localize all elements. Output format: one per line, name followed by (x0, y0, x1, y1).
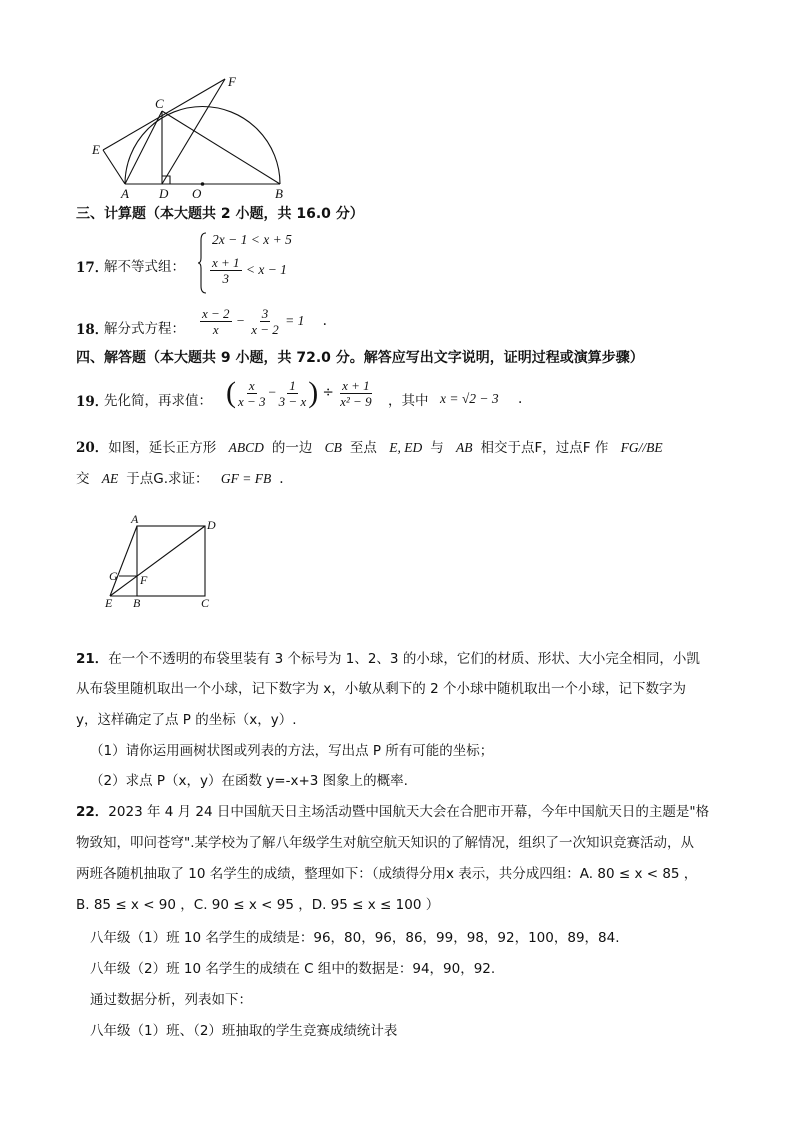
text: 交 (76, 471, 90, 487)
question-22-line-2: 物致知，叩问苍穹".某学校为了解八年级学生对航空航天知识的了解情况，组织了一次知识竞赛活动，从 (76, 835, 694, 851)
divide-sign: ÷ (322, 384, 334, 401)
text: 与 (430, 440, 444, 456)
label-G: G (109, 569, 118, 583)
label-F: F (228, 74, 236, 89)
question-text: 先化简，再求值： (104, 393, 212, 409)
fraction-a: $\frac{x}{x - 3}$ (238, 377, 266, 409)
question-21-line-2: 从布袋里随机取出一个小球，记下数字为 x，小敏从剩下的 2 个小球中随机取出一个小球，记下数字为 (76, 681, 686, 697)
question-22-line-6: 八年级（2）班 10 名学生的成绩在 C 组中的数据是：94，90，92. (90, 961, 496, 977)
fraction-b: $\frac{1}{3 - x}$ (278, 377, 307, 409)
text: 于点G.求证： (126, 471, 209, 487)
inequality-1: 2x − 1 < x + 5 (212, 232, 292, 247)
question-21-sub-1: （1）请你运用画树状图或列表的方法，写出点 P 所有可能的坐标； (90, 743, 494, 759)
question-21-sub-2: （2）求点 P（x，y）在函数 y=-x+3 图象上的概率. (90, 773, 408, 789)
question-22-table-caption: 八年级（1）班、（2）班抽取的学生竞赛成绩统计表 (90, 1023, 398, 1039)
system-brace (198, 232, 208, 294)
question-text: 解分式方程： (104, 321, 185, 337)
label-B: B (133, 596, 141, 610)
section-3-heading: 三、计算题（本大题共 2 小题，共 16.0 分） (76, 206, 364, 222)
label-D: D (159, 186, 169, 201)
label-E: E (92, 142, 100, 157)
where-text: ，其中 (388, 393, 429, 409)
text: 的一边 (271, 440, 313, 456)
x-value: x = √2 − 3 (440, 391, 499, 406)
math: AE (101, 471, 119, 486)
math: ABCD (228, 440, 264, 455)
math: GF = FB (220, 471, 272, 486)
text: 至点 (349, 440, 377, 456)
question-number: 18． (76, 322, 109, 338)
question-22-line-1 (76, 800, 709, 820)
question-22-line-4: B. 85 ≤ x < 90 ，C. 90 ≤ x < 95 ，D. 95 ≤ x ≤ 100 ） (76, 897, 440, 913)
label-O: O (192, 186, 202, 201)
fraction-c: $\frac{x + 1}{\text{x² − 9}}$ (340, 377, 372, 409)
text: 在一个不透明的布袋里装有 3 个标号为 1、2、3 的小球，它们的材质、形状、大小完全相同，小凯 (108, 651, 700, 667)
inequality-2-rest: < x − 1 (245, 262, 287, 277)
question-number: 22． (76, 804, 109, 820)
question-number: 17． (76, 260, 109, 276)
section-4-heading: 四、解答题（本大题共 9 小题，共 72.0 分。解答应写出文字说明，证明过程或演算步骤） (76, 350, 644, 366)
fraction-x-plus-1-over-3: $\frac{x + 1}{3}$ (212, 255, 240, 286)
question-number: 19． (76, 394, 109, 410)
question-number: 21． (76, 651, 109, 667)
question-20 (76, 436, 663, 456)
text: 2023 年 4 月 24 日中国航天日主场活动暨中国航天大会在合肥市开幕，今年中国航天日的主题是"格 (108, 804, 710, 820)
math: AB (456, 440, 473, 455)
question-20-line-2 (76, 467, 284, 487)
label-A: A (121, 186, 129, 201)
question-22-line-7: 通过数据分析，列表如下： (90, 992, 252, 1008)
label-C: C (201, 596, 210, 610)
label-A: A (131, 512, 139, 526)
period: . (518, 391, 523, 407)
label-C: C (155, 96, 164, 111)
text: 相交于点F，过点F 作 (480, 440, 609, 456)
question-22-line-3: 两班各随机抽取了 10 名学生的成绩，整理如下：（成绩得分用x 表示，共分成四组：A. 80 ≤ x < 85 ， (76, 866, 698, 882)
label-E: E (105, 596, 113, 610)
question-21-line-3: y，这样确定了点 P 的坐标（x，y）. (76, 712, 297, 728)
math: CB (324, 440, 342, 455)
equals-one: = 1 (285, 313, 305, 328)
period: . (322, 313, 327, 329)
question-22-line-5: 八年级（1）班 10 名学生的成绩是：96，80，96，86，99，98，92，100，89，84. (90, 930, 620, 946)
label-D: D (207, 518, 216, 532)
label-B: B (275, 186, 283, 201)
question-text: 解不等式组： (104, 259, 185, 275)
math: FG//BE (620, 440, 663, 455)
fraction-1: $\frac{x - 2}{x}$ (202, 306, 230, 337)
text: 如图，延长正方形 (108, 440, 217, 456)
question-21-line-1 (76, 647, 700, 667)
period: . (279, 471, 284, 487)
math: E, ED (389, 440, 423, 455)
label-F: F (140, 573, 148, 587)
equation (200, 306, 327, 337)
fraction-2: $\frac{3}{x - 2}$ (251, 306, 279, 337)
geometry-figure-square (100, 512, 230, 612)
geometry-figure-semicircle (85, 72, 295, 202)
minus-sign: − (235, 313, 245, 328)
expression: ( $\frac{x}{x - 3}$ − $\frac{1}{3 - x}$ ) ÷ $\frac{x + 1}{\text{x² − 9}}$ (226, 376, 372, 409)
question-number: 20． (76, 440, 109, 456)
